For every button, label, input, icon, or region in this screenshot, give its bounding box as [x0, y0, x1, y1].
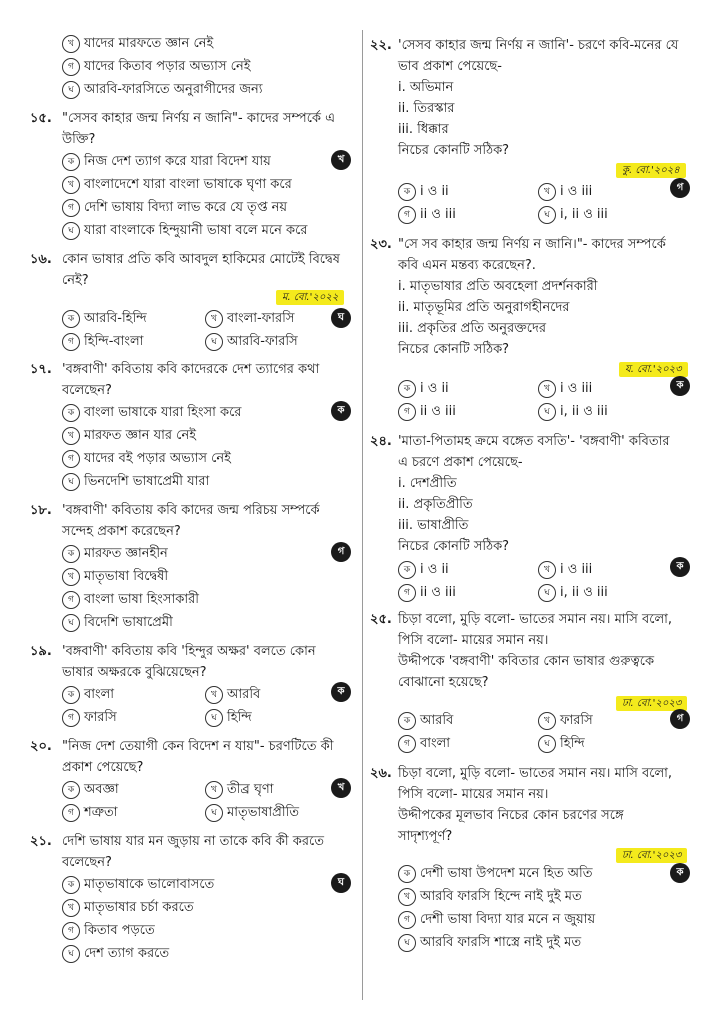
option-marker: ঘ — [205, 333, 223, 351]
question-text: এ চরণে প্রকাশ পেয়েছে- — [398, 455, 523, 470]
option[interactable] — [62, 945, 169, 963]
option[interactable] — [538, 183, 592, 201]
question-text: নেই? — [62, 273, 89, 288]
option-text: মারফত জ্ঞান যার নেই — [84, 428, 196, 443]
question-number: ১৯. — [30, 644, 52, 659]
option[interactable] — [62, 614, 173, 632]
right-column — [364, 0, 720, 1018]
option-text: যাদের মারফতে জ্ঞান নেই — [84, 36, 214, 51]
option-text: আরবি ফারসি শাস্ত্রে নাই দুই মত — [420, 935, 582, 950]
option-marker: খ — [62, 35, 80, 53]
option[interactable] — [398, 561, 449, 579]
question-number: ১৬. — [30, 252, 52, 267]
option-marker: গ — [398, 584, 416, 602]
question-text: সন্দেহ প্রকাশ করেছেন? — [62, 524, 181, 539]
option[interactable] — [538, 403, 608, 421]
option-text: i ও iii — [560, 184, 593, 199]
option-text: তীব্র ঘৃণা — [227, 782, 274, 797]
option-marker: ক — [398, 183, 416, 201]
option[interactable] — [398, 206, 456, 224]
option-text: দেশী ভাষা উপদেশ মনে হিত অতি — [420, 866, 593, 881]
question-text: বোঝানো হয়েছে? — [398, 675, 489, 690]
question-text: 'বঙ্গবাণী' কবিতায় কবি কাদের জন্ম পরিচয় সম্পর্কে — [62, 503, 320, 518]
question-prompt: নিচের কোনটি সঠিক? — [398, 539, 510, 554]
option[interactable] — [205, 333, 298, 351]
option-marker: গ — [62, 58, 80, 76]
option-marker: ক — [62, 876, 80, 894]
option-text: বিদেশি ভাষাপ্রেমী — [84, 615, 173, 630]
question-text: "সেসব কাহার জন্ম নির্ণয় ন জানি"- কাদের সম্পর্কে এ — [62, 111, 336, 126]
option[interactable] — [62, 899, 194, 917]
option[interactable] — [398, 403, 456, 421]
option[interactable] — [62, 222, 307, 240]
option-marker: গ — [62, 804, 80, 822]
option[interactable] — [398, 183, 449, 201]
question-text: ভাষার অক্ষরকে বুঝিয়েছেন? — [62, 665, 207, 680]
option-marker: গ — [62, 922, 80, 940]
option-marker: ঘ — [62, 222, 80, 240]
answer-badge: ক — [331, 682, 351, 702]
option-marker: খ — [205, 686, 223, 704]
answer-badge: ক — [670, 863, 690, 883]
option-marker: ঘ — [62, 473, 80, 491]
option-text: দেশ ত্যাগ করতে — [84, 946, 170, 961]
option-marker: খ — [62, 176, 80, 194]
option[interactable] — [62, 781, 119, 799]
option[interactable] — [62, 427, 196, 445]
option-marker: ঘ — [62, 81, 80, 99]
option[interactable] — [398, 865, 593, 883]
option-marker: খ — [538, 561, 556, 579]
answer-badge: ক — [670, 376, 690, 396]
option[interactable] — [62, 404, 241, 422]
board-year-tag: ঢা. বো.'২০২৩ — [616, 696, 687, 711]
option[interactable] — [62, 199, 287, 217]
question-prompt: নিচের কোনটি সঠিক? — [398, 143, 510, 158]
question-number: ২৪. — [370, 434, 392, 449]
option-text: আরবি — [420, 713, 454, 728]
option-text: i, ii ও iii — [560, 207, 608, 222]
option-text: ii ও iii — [420, 585, 456, 600]
question-text: চিড়া বলো, মুড়ি বলো- ভাতের সমান নয়। মাসি বলো, — [398, 766, 673, 781]
option-text: i ও ii — [420, 562, 449, 577]
question-text: দেশি ভাষায় যার মন জুড়ায় না তাকে কবি কী করতে — [62, 834, 324, 849]
option-text: যাদের বই পড়ার অভ্যাস নেই — [84, 451, 231, 466]
question-number: ১৮. — [30, 503, 52, 518]
option-marker: গ — [62, 199, 80, 217]
option-text: হিন্দি-বাংলা — [84, 334, 144, 349]
option-text: অবজ্ঞা — [84, 782, 119, 797]
board-year-tag: য. বো.'২০২৩ — [619, 362, 688, 377]
option-marker: ঘ — [62, 945, 80, 963]
option-marker: ক — [398, 865, 416, 883]
answer-badge: গ — [331, 542, 351, 562]
column-divider — [362, 30, 363, 1000]
question-text: 'মাতা-পিতামহ ক্রমে বঙ্গেত বসতি'- 'বঙ্গবাণী' কবিতার — [398, 434, 670, 449]
question-number: ১৭. — [30, 362, 52, 377]
option-text: মাতৃভাষাকে ভালোবাসতে — [84, 877, 215, 892]
option-text: আরবি ফারসি হিন্দে নাই দুই মত — [420, 889, 582, 904]
answer-badge: ক — [331, 401, 351, 421]
option[interactable] — [62, 333, 143, 351]
option-marker: খ — [538, 712, 556, 730]
answer-badge: খ — [331, 778, 351, 798]
option-marker: ক — [62, 310, 80, 328]
question-text: পিসি বলো- মায়ের সমান নয়। — [398, 633, 549, 648]
option[interactable] — [62, 35, 213, 53]
option[interactable] — [62, 81, 262, 99]
option-marker: ক — [398, 380, 416, 398]
option-text: বাংলাদেশে যারা বাংলা ভাষাকে ঘৃণা করে — [84, 177, 292, 192]
statement-item: iii. ধিক্কার — [398, 122, 449, 137]
option-marker: গ — [398, 911, 416, 929]
option[interactable] — [62, 310, 147, 328]
question-number: ২২. — [370, 38, 392, 53]
option[interactable] — [62, 686, 114, 704]
option[interactable] — [62, 473, 209, 491]
option-marker: খ — [62, 899, 80, 917]
option[interactable] — [538, 584, 608, 602]
board-year-tag: ম. বো.'২০২২ — [276, 290, 344, 305]
question-text: 'বঙ্গবাণী' কবিতায় কবি 'হিন্দুর অক্ষর' বলতে কোন — [62, 644, 316, 659]
option-text: বাংলা — [84, 687, 115, 702]
option-text: i ও ii — [420, 184, 449, 199]
option-marker: ঘ — [538, 206, 556, 224]
option-text: ফারসি — [84, 710, 117, 725]
board-year-tag: কু. বো.'২০২৪ — [616, 163, 686, 178]
option-marker: গ — [62, 591, 80, 609]
option-text: মাতৃভাষা বিদ্বেষী — [84, 569, 169, 584]
question-text: চিড়া বলো, মুড়ি বলো- ভাতের সমান নয়। মাসি বলো, — [398, 612, 673, 627]
option-text: কিতাব পড়তে — [84, 923, 155, 938]
question-number: ২১. — [30, 834, 52, 849]
statement-item: i. অভিমান — [398, 80, 454, 95]
option-text: ii ও iii — [420, 207, 456, 222]
question-text: উদ্দীপকের মূলভাব নিচের কোন চরণের সঙ্গে — [398, 808, 624, 823]
question-text: কোন ভাষার প্রতি কবি আবদুল হাকিমের মোটেই বিদ্বেষ — [62, 252, 340, 267]
option-marker: ক — [62, 153, 80, 171]
option[interactable] — [398, 735, 450, 753]
question-number: ২৫. — [370, 612, 392, 627]
statement-item: i. দেশপ্রীতি — [398, 476, 457, 491]
question-number: ২৩. — [370, 237, 392, 252]
option[interactable] — [538, 206, 608, 224]
option-text: ভিনদেশি ভাষাপ্রেমী যারা — [84, 474, 210, 489]
question-number: ২৬. — [370, 766, 392, 781]
option-marker: ক — [62, 404, 80, 422]
option[interactable] — [205, 686, 260, 704]
option-marker: ক — [62, 781, 80, 799]
option-text: হিন্দি — [560, 736, 585, 751]
option-marker: ঘ — [538, 735, 556, 753]
option[interactable] — [62, 876, 214, 894]
option[interactable] — [205, 804, 299, 822]
option-text: নিজ দেশ ত্যাগ করে যারা বিদেশ যায় — [84, 154, 271, 169]
option-marker: খ — [205, 781, 223, 799]
option-marker: ক — [398, 561, 416, 579]
answer-badge: গ — [670, 178, 690, 198]
option-marker: গ — [62, 450, 80, 468]
option[interactable] — [62, 176, 292, 194]
option-text: ii ও iii — [420, 404, 456, 419]
option-marker: ক — [62, 545, 80, 563]
answer-badge: ঘ — [331, 873, 351, 893]
option-text: আরবি-হিন্দি — [84, 311, 147, 326]
question-text: উদ্দীপকে 'বঙ্গবাণী' কবিতার কোন ভাষার গুরুত্বকে — [398, 654, 655, 669]
option[interactable] — [398, 888, 582, 906]
option-marker: খ — [538, 183, 556, 201]
question-text: বলেছেন? — [62, 855, 112, 870]
option-marker: গ — [398, 403, 416, 421]
option[interactable] — [398, 934, 581, 952]
question-prompt: নিচের কোনটি সঠিক? — [398, 342, 510, 357]
option-text: যারা বাংলাকে হিন্দুয়ানী ভাষা বলে মনে করে — [84, 223, 308, 238]
option-marker: গ — [62, 333, 80, 351]
option-text: যাদের কিতাব পড়ার অভ্যাস নেই — [84, 59, 251, 74]
answer-badge: ঘ — [331, 308, 351, 328]
option[interactable] — [538, 712, 593, 730]
option[interactable] — [398, 380, 449, 398]
option[interactable] — [205, 709, 252, 727]
option-text: মাতৃভাষার চর্চা করতে — [84, 900, 194, 915]
option-marker: গ — [398, 735, 416, 753]
option-marker: ঘ — [538, 584, 556, 602]
option-text: শত্রুতা — [84, 805, 118, 820]
question-text: বলেছেন? — [62, 383, 112, 398]
option-text: i ও ii — [420, 381, 449, 396]
option[interactable] — [62, 922, 155, 940]
option-text: মারফত জ্ঞানহীন — [84, 546, 168, 561]
answer-badge: গ — [670, 709, 690, 729]
question-text: 'সেসব কাহার জন্ম নির্ণয় ন জানি'- চরণে কবি-মনের যে — [398, 38, 679, 53]
question-text: সাদৃশ্যপূর্ণ? — [398, 829, 453, 844]
statement-item: ii. প্রকৃতিপ্রীতি — [398, 497, 473, 512]
option-text: ফারসি — [560, 713, 593, 728]
question-number: ২০. — [30, 739, 52, 754]
option-text: i ও iii — [560, 381, 593, 396]
option-marker: খ — [62, 568, 80, 586]
option[interactable] — [538, 735, 585, 753]
option[interactable] — [62, 804, 118, 822]
question-text: কবি এমন মন্তব্য করেছেন?. — [398, 258, 536, 273]
option[interactable] — [398, 911, 595, 929]
question-number: ১৫. — [30, 111, 52, 126]
option[interactable] — [538, 380, 592, 398]
option-marker: ঘ — [205, 804, 223, 822]
question-text: প্রকাশ পেয়েছে? — [62, 760, 144, 775]
statement-item: iii. প্রকৃতির প্রতি অনুরক্তদের — [398, 321, 546, 336]
option[interactable] — [62, 591, 199, 609]
question-text: ভাব প্রকাশ পেয়েছে- — [398, 59, 502, 74]
option[interactable] — [398, 712, 453, 730]
option-text: আরবি-ফারসি — [227, 334, 298, 349]
statement-item: ii. তিরস্কার — [398, 101, 455, 116]
option-marker: খ — [398, 888, 416, 906]
answer-badge: ক — [670, 557, 690, 577]
option-text: বাংলা — [420, 736, 451, 751]
question-text: 'বঙ্গবাণী' কবিতায় কবি কাদেরকে দেশ ত্যাগের কথা — [62, 362, 320, 377]
option-text: বাংলা ভাষাকে যারা হিংসা করে — [84, 405, 242, 420]
option-text: বাংলা ভাষা হিংসাকারী — [84, 592, 199, 607]
option[interactable] — [62, 153, 271, 171]
option[interactable] — [62, 709, 117, 727]
option-marker: খ — [538, 380, 556, 398]
option[interactable] — [538, 561, 592, 579]
option[interactable] — [62, 58, 250, 76]
option-marker: গ — [62, 709, 80, 727]
option[interactable] — [62, 568, 168, 586]
statement-item: iii. ভাষাপ্রীতি — [398, 518, 469, 533]
option-text: i, ii ও iii — [560, 585, 608, 600]
option-marker: ঘ — [62, 614, 80, 632]
option-marker: ক — [398, 712, 416, 730]
option[interactable] — [205, 310, 294, 328]
statement-item: i. মাতৃভাষার প্রতি অবহেলা প্রদর্শনকারী — [398, 279, 598, 294]
option-text: দেশী ভাষা বিদ্যা যার মনে ন জুয়ায় — [420, 912, 596, 927]
option-text: মাতৃভাষাপ্রীতি — [227, 805, 300, 820]
option-text: আরবি-ফারসিতে অনুরাগীদের জন্য — [84, 82, 263, 97]
question-text: উক্তি? — [62, 132, 96, 147]
option-marker: গ — [398, 206, 416, 224]
option-marker: ক — [62, 686, 80, 704]
option[interactable] — [62, 545, 168, 563]
option-marker: ঘ — [205, 709, 223, 727]
question-text: "নিজ দেশ তেয়াগী কেন বিদেশ ন যায়"- চরণটিতে কী — [62, 739, 334, 754]
question-text: পিসি বলো- মায়ের সমান নয়। — [398, 787, 549, 802]
answer-badge: খ — [331, 150, 351, 170]
option-marker: ঘ — [398, 934, 416, 952]
option-text: i, ii ও iii — [560, 404, 608, 419]
option-marker: ঘ — [538, 403, 556, 421]
option-text: দেশি ভাষায় বিদ্যা লাভ করে যে তৃপ্ত নয় — [84, 200, 288, 215]
option[interactable] — [205, 781, 274, 799]
option-text: i ও iii — [560, 562, 593, 577]
option-text: হিন্দি — [227, 710, 252, 725]
option-text: বাংলা-ফারসি — [227, 311, 295, 326]
question-text: "সে সব কাহার জন্ম নির্ণয় ন জানি।"- কাদের সম্পর্কে — [398, 237, 666, 252]
statement-item: ii. মাতৃভূমির প্রতি অনুরাগহীনদের — [398, 300, 570, 315]
option-marker: খ — [205, 310, 223, 328]
option-text: আরবি — [227, 687, 261, 702]
board-year-tag: ঢা. বো.'২০২৩ — [616, 848, 687, 863]
option[interactable] — [62, 450, 231, 468]
option-marker: খ — [62, 427, 80, 445]
option[interactable] — [398, 584, 456, 602]
